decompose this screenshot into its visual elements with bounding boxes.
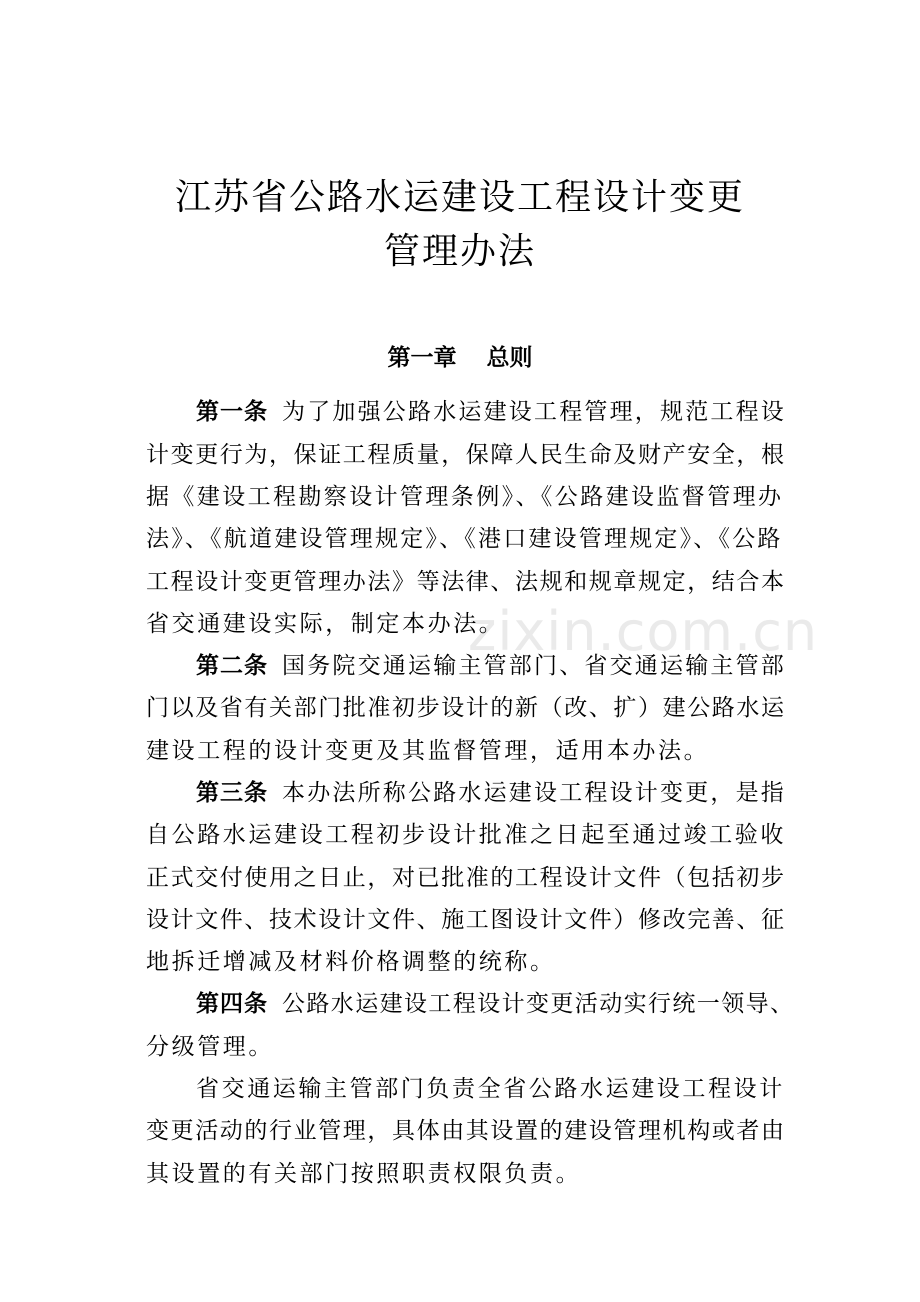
chapter-heading	[0, 342, 920, 374]
article-1-line-4: 法》、《航道建设管理规定》、《港口建设管理规定》、《公路	[146, 526, 783, 552]
article-1-line-3: 据《建设工程勘察设计管理条例》、《公路建设监督管理办	[146, 484, 784, 510]
article-3-text: 本办法所称公路水运建设工程设计变更，是指	[282, 780, 786, 806]
chapter-name: 总则	[486, 345, 533, 371]
article-2-line-2: 门以及省有关部门批准初步设计的新（改、扩）建公路水运	[146, 695, 786, 721]
article-1-line-5: 工程设计变更管理办法》等法律、法规和规章规定，结合本	[146, 569, 786, 595]
article-4-text: 公路水运建设工程设计变更活动实行统一领导、	[282, 991, 795, 1017]
article-1-line-1	[196, 396, 786, 428]
paragraph-line-2: 变更活动的行业管理，具体由其设置的建设管理机构或者由	[146, 1118, 786, 1144]
watermark: zixin.com.cn	[468, 600, 819, 663]
paragraph-line-3: 其设置的有关部门按照职责权限负责。	[146, 1161, 582, 1187]
paragraph-line-1: 省交通运输主管部门负责全省公路水运建设工程设计	[196, 1076, 785, 1102]
article-2-text: 国务院交通运输主管部门、省交通运输主管部	[282, 653, 786, 679]
article-4-line-2: 分级管理。	[146, 1034, 274, 1060]
article-3-line-1	[196, 777, 786, 809]
article-3-line-3: 正式交付使用之日止，对已批准的工程设计文件（包括初步	[146, 865, 786, 891]
article-3-line-5: 地拆迁增减及材料价格调整的统称。	[146, 949, 556, 975]
article-2-line-3: 建设工程的设计变更及其监督管理，适用本办法。	[146, 738, 710, 764]
document-title-line-1: 江苏省公路水运建设工程设计变更	[174, 177, 745, 218]
article-4-label: 第四条	[196, 991, 268, 1017]
article-1-text: 为了加强公路水运建设工程管理，规范工程设	[282, 399, 786, 425]
article-3-line-2: 自公路水运建设工程初步设计批准之日起至通过竣工验收	[146, 822, 786, 848]
chapter-number: 第一章	[387, 345, 457, 371]
article-1-line-6: 省交通建设实际，制定本办法。	[146, 611, 505, 637]
article-2-line-1	[196, 650, 786, 682]
article-3-label: 第三条	[196, 780, 268, 806]
article-2-label: 第二条	[196, 653, 268, 679]
document-title-line-2: 管理办法	[383, 231, 536, 272]
article-1-line-2: 计变更行为，保证工程质量，保障人民生命及财产安全，根	[146, 442, 786, 468]
article-4-line-1	[196, 988, 796, 1020]
article-1-label: 第一条	[196, 399, 268, 425]
article-3-line-4: 设计文件、技术设计文件、施工图设计文件）修改完善、征	[146, 907, 786, 933]
